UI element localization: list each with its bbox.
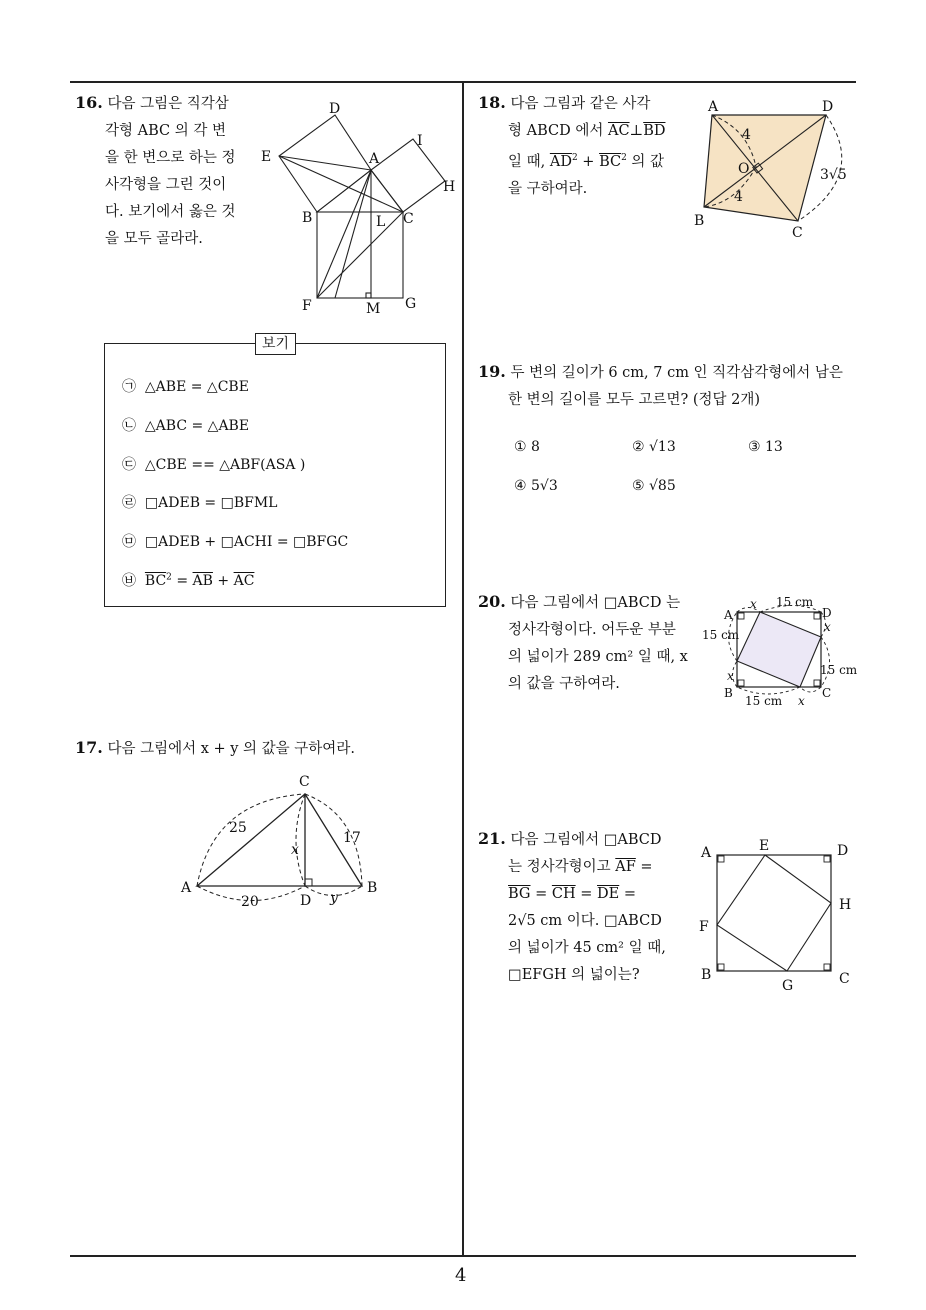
- label-D: D: [822, 99, 834, 115]
- label-B: B: [701, 967, 712, 983]
- label-x-left: x: [727, 669, 734, 683]
- label-x-bottom: x: [798, 694, 805, 708]
- question-text: 다음 그림에서 x + y 의 값을 구하여라.: [107, 741, 355, 757]
- label-4-bottom: 4: [734, 189, 743, 205]
- question-number: 20.: [478, 592, 506, 611]
- label-B: B: [694, 213, 705, 229]
- question-18: 18. 다음 그림과 같은 사각 형 ABCD 에서 $\overline{AC}\perp\overline{BD}$ 일 때, $\overline{AD}^2 + \overline{BC}^2$ 의 값 을 구하여라.: [478, 93, 666, 197]
- q21-figure: [695, 835, 860, 995]
- choice-1[interactable]: ① 8: [514, 439, 540, 455]
- label-D: D: [329, 101, 341, 117]
- bogi-item: ㉣ □ADEB = □BFML: [122, 495, 278, 511]
- label-O: O: [738, 161, 750, 177]
- label-C: C: [403, 211, 414, 227]
- question-number: 19.: [478, 362, 506, 381]
- q16-figure: [255, 95, 460, 320]
- label-A: A: [724, 608, 733, 622]
- question-text-line: 다. 보기에서 옳은 것: [105, 204, 236, 220]
- question-19: 19. 두 변의 길이가 6 cm, 7 cm 인 직각삼각형에서 남은 한 변의 길이를 모두 고르면? (정답 2개): [478, 362, 843, 408]
- label-15cm-top: 15 cm: [776, 595, 814, 609]
- label-15cm-right: 15 cm: [820, 663, 858, 677]
- bogi-item: ㉤ □ADEB + □ACHI = □BFGC: [122, 534, 349, 550]
- label-x-right: x: [824, 620, 831, 634]
- label-D: D: [837, 843, 849, 859]
- label-G: G: [405, 296, 417, 312]
- label-F: F: [699, 919, 709, 935]
- question-16: [75, 89, 250, 253]
- question-text-line: 사각형을 그린 것이: [105, 177, 227, 193]
- choice-3[interactable]: ③ 13: [748, 439, 783, 455]
- question-17: [75, 734, 355, 763]
- question-number: 18.: [478, 93, 506, 112]
- page-number: 4: [455, 1265, 467, 1286]
- label-17: 17: [343, 830, 361, 846]
- label-C: C: [822, 686, 832, 700]
- label-D: D: [300, 893, 312, 909]
- label-A: A: [181, 880, 192, 896]
- label-I: I: [417, 133, 423, 149]
- question-text-line: 을 한 변으로 하는 정: [105, 150, 236, 166]
- question-number: 17.: [75, 738, 103, 757]
- choice-2[interactable]: ② √13: [632, 439, 676, 455]
- column-divider: [462, 81, 464, 1256]
- label-15cm-bottom: 15 cm: [745, 694, 783, 708]
- label-25: 25: [229, 820, 247, 836]
- question-text-line: 을 모두 골라라.: [105, 231, 203, 247]
- bogi-item: ㉥ $\overline{BC}^2 = \overline{AB} + \overline{AC}$: [122, 572, 255, 589]
- label-E: E: [261, 149, 272, 165]
- label-B: B: [724, 686, 733, 700]
- label-B: B: [302, 210, 313, 226]
- label-C: C: [839, 971, 850, 987]
- question-text-line: 다음 그림은 직각삼: [107, 96, 229, 112]
- question-21: 21. 다음 그림에서 □ABCD 는 정사각형이고 $\overline{AF}$ = $\overline{BG} = \overline{CH} = \overline{DE}$ = 2√5 cm 이다. □ABCD 의 넓이가 45 cm² 일 때, □EFGH 의 넓이는?: [478, 829, 666, 983]
- label-H: H: [443, 179, 456, 195]
- label-3root5: 3√5: [820, 167, 847, 183]
- label-20: 20: [241, 894, 259, 910]
- label-H: H: [839, 897, 852, 913]
- question-20: 20. 다음 그림에서 □ABCD 는 정사각형이다. 어두운 부분 의 넓이가 289 cm² 일 때, x 의 값을 구하여라.: [478, 592, 688, 692]
- label-C: C: [299, 774, 310, 790]
- label-F: F: [302, 298, 312, 314]
- label-x-top: x: [750, 597, 757, 611]
- choice-4[interactable]: ④ 5√3: [514, 478, 558, 494]
- bogi-item: ㉡ △ABC = △ABE: [122, 418, 250, 434]
- q17-figure: [175, 770, 390, 915]
- label-M: M: [366, 301, 381, 317]
- label-B: B: [367, 880, 378, 896]
- q20-figure: [700, 595, 860, 710]
- label-L: L: [376, 214, 386, 230]
- label-A: A: [701, 845, 712, 861]
- bogi-item: ㉢ △CBE == △ABF(ASA ): [122, 457, 306, 473]
- label-E: E: [759, 838, 770, 854]
- question-number: 21.: [478, 829, 506, 848]
- label-A: A: [369, 151, 380, 167]
- question-number: 16.: [75, 93, 103, 112]
- bottom-rule: [70, 1255, 856, 1257]
- q18-figure: [690, 95, 860, 245]
- bogi-title: 보기: [255, 333, 296, 355]
- label-C: C: [792, 225, 803, 241]
- bogi-item: ㉠ △ABE = △CBE: [122, 379, 249, 395]
- label-4-top: 4: [742, 127, 751, 143]
- label-y: y: [330, 890, 338, 906]
- label-A: A: [708, 99, 719, 115]
- question-text-line: 각형 ABC 의 각 변: [105, 123, 226, 139]
- label-G: G: [782, 978, 794, 994]
- choice-5[interactable]: ⑤ √85: [632, 478, 676, 494]
- label-D: D: [822, 606, 832, 620]
- label-x: x: [291, 842, 299, 858]
- label-15cm-left: 15 cm: [702, 628, 740, 642]
